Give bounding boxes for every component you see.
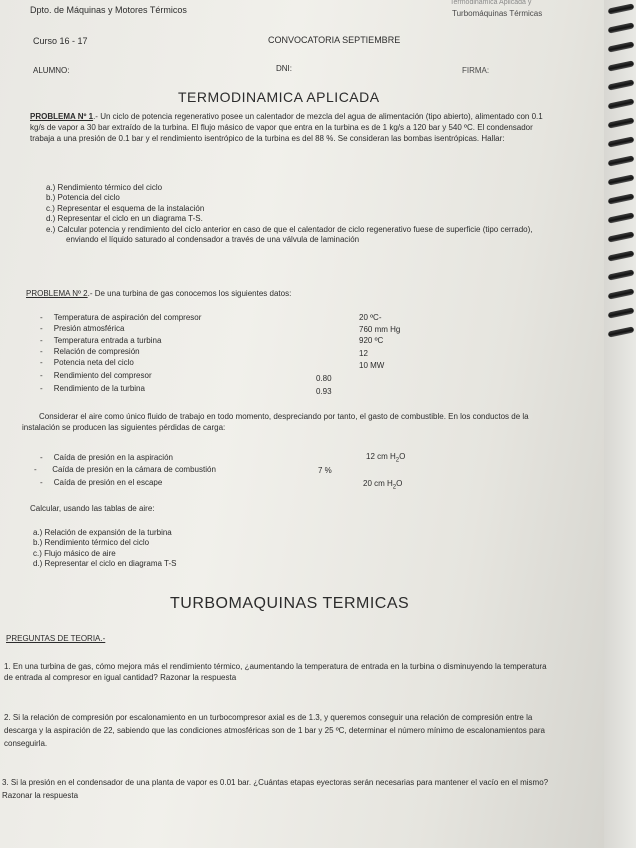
theory-title: PREGUNTAS DE TEORIA.-	[6, 634, 106, 643]
list-item: e.) Calcular potencia y rendimiento del ciclo anterior en caso de que el calentador de ciclo regenerativo fuese de superficie (tipo cerrado), enviando el líquido saturado al condensador a través de una válvula de laminación	[46, 224, 533, 245]
list-item: a.) Rendimiento térmico del ciclo	[46, 183, 163, 192]
list-item: b.) Rendimiento térmico del ciclo	[33, 538, 150, 548]
table-row: - Caída de presión en el escape	[40, 478, 163, 487]
alumno-label: ALUMNO:	[33, 66, 70, 75]
loss-label: Caída de presión en el escape	[53, 478, 163, 487]
loss-label: Caída de presión en la aspiración	[53, 453, 173, 462]
data-label: Temperatura entrada a turbina	[53, 336, 162, 345]
firma-label: FIRMA:	[462, 66, 490, 75]
table-row: - Rendimiento de la turbina	[40, 384, 145, 393]
problem-1-questions	[46, 183, 556, 245]
theory-question-3: 3. Si la presión en el condensador de una planta de vapor es 0.01 bar. ¿Cuántas etapas eyectoras serán necesarias para mantener el vacío en el mismo? Razonar la respuesta	[2, 778, 549, 800]
table-row: - Caída de presión en la aspiración	[40, 453, 173, 462]
data-label: Rendimiento de la turbina	[53, 384, 145, 393]
theory-question-1: 1. En una turbina de gas, cómo mejora más el rendimiento térmico, ¿aumentando la temperatura de entrada en la turbina o disminuyendo la temperatura de entrada al compresor en igual cantidad? Razonar la respuesta	[4, 662, 547, 682]
data-value: 12	[359, 349, 368, 358]
problem-2-label: PROBLEMA Nº 2	[26, 289, 88, 298]
section-title-termodinamica: TERMODINAMICA APLICADA	[178, 89, 380, 105]
convocatoria-label: CONVOCATORIA SEPTIEMBRE	[268, 35, 401, 45]
table-row: - Relación de compresión	[40, 347, 140, 356]
problem-2-questions	[33, 528, 433, 570]
loss-value: 20 cm $H_2O$	[363, 479, 403, 491]
list-item: b.) Potencia del ciclo	[46, 193, 120, 203]
data-value: 20 ºC-	[359, 313, 382, 322]
data-value: 920 ºC	[359, 336, 384, 345]
list-item: d.) Representar el ciclo en un diagrama T-S.	[46, 214, 203, 224]
spiral-binding	[604, 0, 636, 848]
data-value: 0.80	[316, 374, 332, 383]
data-label: Presión atmosférica	[53, 324, 125, 333]
list-item: c.) Flujo másico de aire	[33, 548, 116, 558]
problem-2-paragraph: Considerar el aire como único fluido de trabajo en todo momento, despreciando por tanto, el gasto de combustible. En los conductos de la instalación se producen las siguientes pérdidas de carga:	[22, 412, 529, 432]
problem-2-intro: .- De una turbina de gas conocemos los siguientes datos:	[87, 289, 292, 298]
problem-1-text: .- Un ciclo de potencia regenerativo posee un calentador de mezcla del agua de alimentación (tipo abierto), alimentado con 0.1 kg/s de vapor a 30 bar extraído de la turbina. El flujo másico de vapor que entra en la turbina es de 1 kg/s a 120 bar y 540 ºC. El condensador trabaja a una presión de 0.1 bar y el rendimiento isentrópico de la turbina es del 88 %. Se consideran las bombas isentrópicas. Hallar:	[30, 112, 543, 143]
list-item: a.) Relación de expansión de la turbina	[33, 528, 172, 537]
department-label: Dpto. de Máquinas y Motores Térmicos	[30, 5, 187, 15]
table-row: - Potencia neta del ciclo	[40, 358, 134, 367]
list-item: d.) Representar el ciclo en diagrama T-S	[33, 559, 177, 569]
data-value: 10 MW	[359, 361, 385, 370]
problem-1-statement	[30, 111, 555, 144]
course-name-line1: Termodinámica Aplicada y	[450, 0, 532, 6]
data-label: Rendimiento del compresor	[53, 371, 152, 380]
table-row: - Temperatura de aspiración del compresor	[40, 313, 202, 322]
table-row: - Rendimiento del compresor	[40, 371, 152, 380]
table-row: - Caída de presión en la cámara de combustión	[34, 465, 216, 474]
section-title-turbomaquinas: TURBOMAQUINAS TERMICAS	[170, 595, 410, 612]
dni-label: DNI:	[276, 64, 292, 73]
problem-1-label: PROBLEMA Nº 1	[30, 112, 94, 121]
problem-2-statement	[26, 289, 291, 298]
loss-value: 7 %	[318, 466, 332, 475]
table-row: - Presión atmosférica	[40, 324, 125, 333]
data-label: Potencia neta del ciclo	[53, 358, 134, 367]
data-label: Temperatura de aspiración del compresor	[53, 313, 202, 322]
list-item: c.) Representar el esquema de la instalación	[46, 203, 205, 213]
theory-question-2: 2. Si la relación de compresión por escalonamiento en un turbocompresor axial es de 1.3, y queremos conseguir una relación de compresión entre la descarga y la aspiración de 22, sabiendo que las condiciones atmosféricas son de 1 bar y 25 ºC, determinar el número mínimo de escalonamientos para conseguirla.	[4, 713, 545, 748]
data-value: 0.93	[316, 387, 332, 396]
curso-label: Curso 16 - 17	[33, 36, 88, 46]
loss-value: 12 cm $H_2O$	[366, 452, 406, 464]
course-name-line2: Turbomáquinas Térmicas	[452, 9, 543, 18]
problem-2-calc-label: Calcular, usando las tablas de aire:	[30, 504, 155, 513]
data-label: Relación de compresión	[53, 347, 140, 356]
loss-label: Caída de presión en la cámara de combustión	[52, 465, 216, 474]
data-value: 760 mm Hg	[359, 325, 401, 334]
table-row: - Temperatura entrada a turbina	[40, 336, 162, 345]
